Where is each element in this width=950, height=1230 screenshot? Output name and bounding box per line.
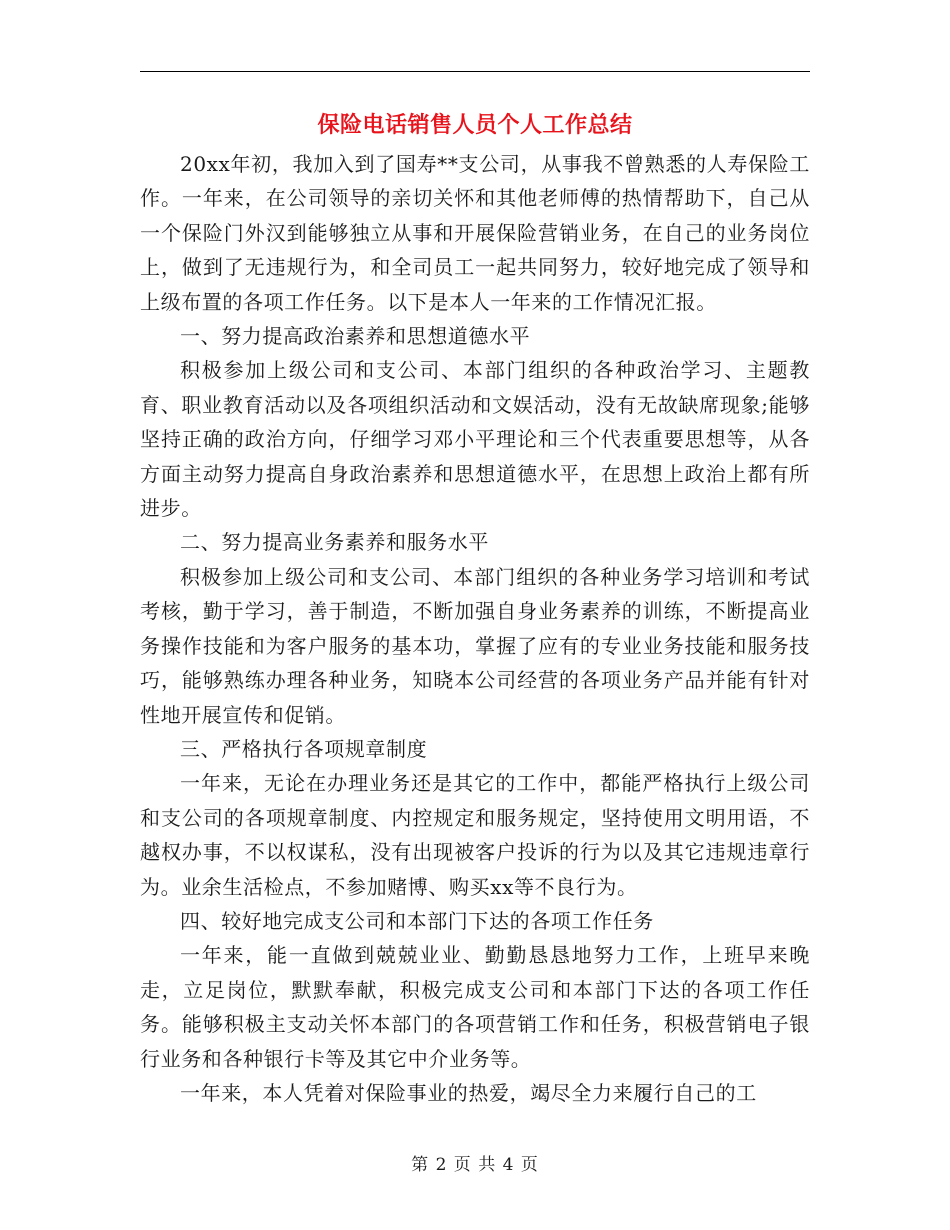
closing-paragraph: 一年来，本人凭着对保险事业的热爱，竭尽全力来履行自己的工 (180, 1080, 757, 1105)
section-1-paragraph: 积极参加上级公司和支公司、本部门组织的各种政治学习、主题教育、职业教育活动以及各项组织活动和文娱活动，没有无故缺席现象;能够坚持正确的政治方向，仔细学习邓小平理论和三个代表重要思想等，从各方面主动努力提高自身政治素养和思想道德水平，在思想上政治上都有所进步。 (140, 358, 810, 521)
section-heading-4: 四、较好地完成支公司和本部门下达的各项工作任务 (180, 908, 654, 933)
section-3-paragraph: 一年来，无论在办理业务还是其它的工作中，都能严格执行上级公司和支公司的各项规章制度、内控规定和服务规定，坚持使用文明用语，不越权办事，不以权谋私，没有出现被客户投诉的行为以及其它违规违章行为。业余生活检点，不参加赌博、购买xx等不良行为。 (140, 771, 810, 899)
section-4-paragraph: 一年来，能一直做到兢兢业业、勤勤恳恳地努力工作，上班早来晚走，立足岗位，默默奉献，积极完成支公司和本部门下达的各项工作任务。能够积极主支动关怀本部门的各项营销工作和任务，积极营销电子银行业务和各种银行卡等及其它中介业务等。 (140, 943, 810, 1071)
section-heading-2: 二、努力提高业务素养和服务水平 (180, 530, 489, 555)
section-heading-1: 一、努力提高政治素养和思想道德水平 (180, 324, 531, 349)
header-rule (140, 71, 810, 72)
section-2-paragraph: 积极参加上级公司和支公司、本部门组织的各种业务学习培训和考试考核，勤于学习，善于制造，不断加强自身业务素养的训练，不断提高业务操作技能和为客户服务的基本功，掌握了应有的专业业务技能和服务技巧，能够熟练办理各种业务，知晓本公司经营的各项业务产品并能有针对性地开展宣传和促销。 (140, 564, 810, 727)
document-body (140, 147, 810, 1110)
page-number-footer: 第 2 页 共 4 页 (411, 1155, 539, 1175)
intro-paragraph: 20xx年初，我加入到了国寿**支公司，从事我不曾熟悉的人寿保险工作。一年来，在公司领导的亲切关怀和其他老师傅的热情帮助下，自己从一个保险门外汉到能够独立从事和开展保险营销业务，在自己的业务岗位上，做到了无违规行为，和全司员工一起共同努力，较好地完成了领导和上级布置的各项工作任务。以下是本人一年来的工作情况汇报。 (140, 152, 810, 314)
document-title: 保险电话销售人员个人工作总结 (317, 112, 633, 138)
section-heading-3: 三、严格执行各项规章制度 (180, 736, 428, 761)
